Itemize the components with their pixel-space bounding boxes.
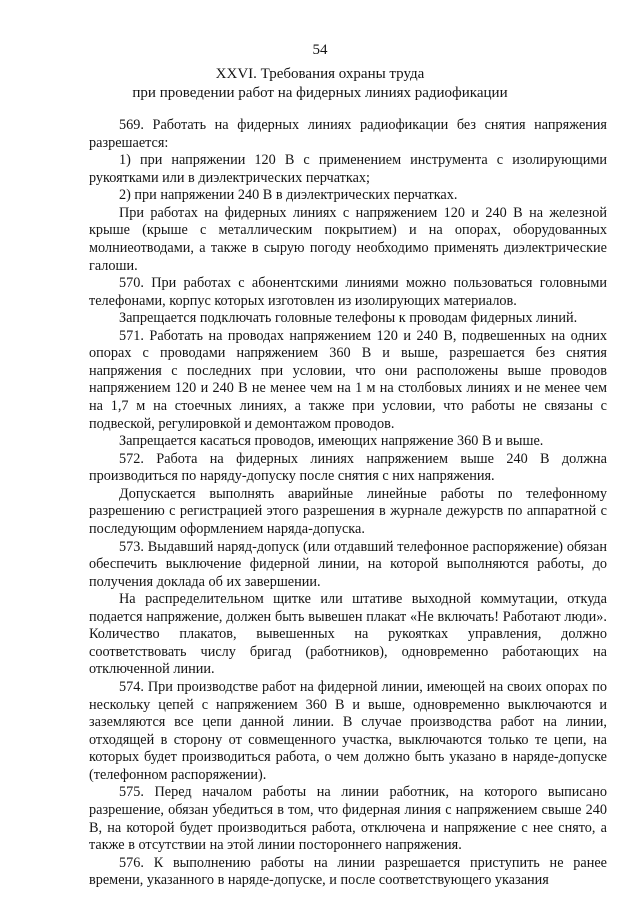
paragraph-573-note: На распределительном щитке или штативе выходной коммутации, откуда подается напряжение, должен быть вывешен плакат «Не включать! Работают люди». Количество плакатов, вывешенных на рукоятках управления, должно соответствовать числу бригад (работников), одновременно работающих на отключенной линии. — [89, 591, 607, 678]
paragraph-570: 570. При работах с абонентскими линиями можно пользоваться головными телефонами, корпус которых изготовлен из изолирующих материалов. — [89, 275, 607, 309]
section-heading — [0, 65, 640, 103]
paragraph-574: 574. При производстве работ на фидерной линии, имеющей на своих опорах по нескольку цепей с напряжением 360 В и выше, одновременно выключаются и заземляются все цепи данной линии. В случае производства работ на линии, отходящей в сторону от совмещенного участка, выключаются только те цепи, на которых будет производиться работа, о чем должно быть указано в наряде-допуске (телефонном распоряжении). — [89, 679, 607, 783]
paragraph-571: 571. Работать на проводах напряжением 120 и 240 В, подвешенных на одних опорах с проводами напряжением 360 В и выше, разрешается без снятия напряжения с последних при условии, что они расположены выше проводов напряжением 120 и 240 В не менее чем на 1 м на столбовых линиях и не менее чем на 1,7 м на стоечных линиях, а также при условии, что работы не связаны с подвеской, регулировкой и демонтажом проводов. — [89, 327, 607, 432]
paragraph-569-item-2: 2) при напряжении 240 В в диэлектрических перчатках. — [119, 187, 458, 204]
section-heading-line-2: при проведении работ на фидерных линиях радиофикации — [132, 85, 508, 101]
paragraph-569-note: При работах на фидерных линиях с напряжением 120 и 240 В на железной крыше (крыше с металлическим покрытием) и на опорах, оборудованных молниеотводами, а также в сырую погоду необходимо применять диэлектрические галоши. — [89, 204, 607, 274]
page-number: 54 — [312, 42, 328, 58]
paragraph-572-note: Допускается выполнять аварийные линейные работы по телефонному разрешению с регистрацией этого разрешения в журнале дежурств по аппаратной с последующим оформлением наряда-допуска. — [89, 485, 607, 537]
paragraph-571-note: Запрещается касаться проводов, имеющих напряжение 360 В и выше. — [119, 433, 544, 450]
paragraph-572: 572. Работа на фидерных линиях напряжением выше 240 В должна производиться по наряду-допуску после снятия с них напряжения. — [89, 450, 607, 485]
paragraph-569: 569. Работать на фидерных линиях радиофикации без снятия напряжения разрешается: — [89, 117, 607, 151]
paragraph-573: 573. Выдавший наряд-допуск (или отдавший телефонное распоряжение) обязан обеспечить выключение фидерной линии, на которой выполняются работы, до получения доклада об их завершении. — [89, 538, 607, 590]
paragraph-569-item-1: 1) при напряжении 120 В с применением инструмента с изолирующими рукоятками или в диэлектрических перчатках; — [89, 152, 607, 186]
paragraph-576: 576. К выполнению работы на линии разрешается приступить не ранее времени, указанного в наряде-допуске, и после соответствующего указания — [89, 854, 607, 889]
document-body — [89, 117, 607, 890]
paragraph-575: 575. Перед началом работы на линии работник, на которого выписано разрешение, обязан убедиться в том, что фидерная линия с напряжением свыше 240 В, на которой будет производиться работа, отключена и напряжение с нее снято, а также в отсутствии на этой линии постороннего напряжения. — [89, 784, 607, 854]
paragraph-570-note: Запрещается подключать головные телефоны к проводам фидерных линий. — [119, 310, 578, 327]
section-heading-line-1: XXVI. Требования охраны труда — [215, 66, 425, 82]
